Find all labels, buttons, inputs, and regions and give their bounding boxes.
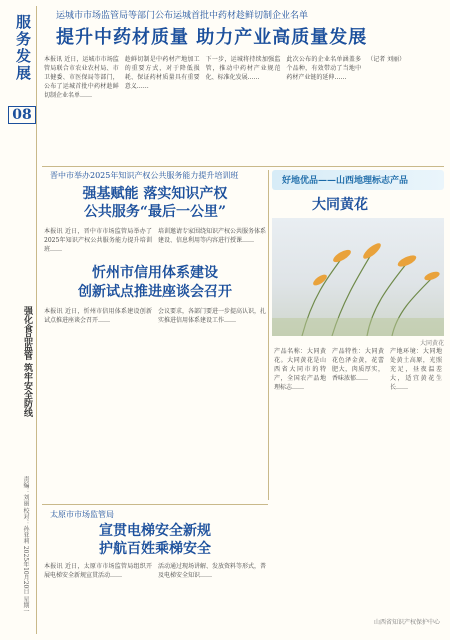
sidebar [6, 6, 37, 634]
sub-article-headline [42, 264, 268, 300]
daylily-illustration [272, 218, 444, 336]
headline-line: 强基赋能 落实知识产权 [82, 186, 228, 202]
article-ip-service [42, 170, 269, 500]
article-herb-processing [42, 8, 444, 167]
sub-article-columns [42, 307, 268, 325]
article-columns [42, 55, 444, 100]
photo-caption: 大同黄花 [419, 340, 444, 347]
article-kicker: 太原市市场监管局 [50, 510, 114, 519]
article-headline: 提升中药材质量 助力产业高质量发展 [56, 27, 368, 48]
article-source: 山西省知识产权保护中心 [373, 619, 440, 626]
article-column: 培训邀请专家围绕知识产权公共服务体系建设、信息利用等内容进行授课…… [158, 228, 267, 245]
headline-line: 护航百姓乘梯安全 [99, 541, 211, 558]
article-column: 产品名称：大同黄花。大同黄花是山西省大同市的特产，全国农产品地理标志…… [274, 348, 326, 391]
article-column: 本报讯 近日，太原市市场监管局组织开展电梯安全新规宣贯活动…… [44, 563, 152, 580]
article-elevator-safety [42, 504, 268, 635]
article-columns [42, 562, 268, 580]
headline-line: 忻州市信用体系建设 [92, 265, 218, 282]
article-kicker: 晋中市举办2025年知识产权公共服务能力提升培训班 [50, 171, 239, 180]
banner-title: 好地优品——山西地理标志产品 [282, 176, 409, 186]
article-column: 趁鲜切制是中药材产地加工的重要方式，对于降低损耗、保证药材质量具有重要意义…… [124, 56, 200, 90]
article-column: 本报讯 近日，运城市市场监管局联合市农业农村局、市卫健委、市医保局等部门，公布了运城首批中药材趁鲜切制企业名单…… [44, 56, 119, 99]
article-column: 活动通过现场讲解、发放资料等形式，普及电梯安全知识…… [158, 563, 267, 580]
article-column: 此次公布的企业名单涵盖多个品种，有效带动了当地中药材产业链的延伸…… [286, 56, 362, 81]
article-column: 本报讯 近日，忻州市信用体系建设创新试点推进座谈会召开…… [44, 307, 152, 324]
headline-line: 宣贯电梯安全新规 [99, 523, 211, 539]
article-kicker: 运城市市场监管局等部门公布运城首批中药材趁鲜切制企业名单 [56, 11, 309, 21]
article-column: （记者 刘丽） [367, 56, 406, 63]
article-headline: 大同黄花 [312, 197, 368, 213]
article-headline [42, 185, 268, 221]
section-title: 服务发展 [14, 14, 32, 82]
article-column: 产地环境：大同地处黄土高原，光照充足，昼夜温差大，适宜黄花生长…… [390, 348, 442, 391]
article-column: 会议要求，各部门要进一步提高认识，扎实推进信用体系建设工作…… [158, 307, 267, 324]
edition-footer: 责编：刘丽 校对：孙亚莉 2025年10月20日 星期一 [22, 476, 29, 615]
headline-line: 公共服务“最后一公里” [83, 204, 227, 221]
article-column: 产品特性：大同黄花色泽金黄，花蕾肥大，肉质厚实，香味浓郁…… [332, 348, 384, 382]
headline-line: 创新试点推进座谈会召开 [78, 283, 232, 300]
article-column: 本报讯 近日，晋中市市场监管局举办了2025年知识产权公共服务能力提升培训班…… [44, 228, 152, 254]
daylily-photo [272, 218, 444, 336]
article-columns [272, 347, 444, 392]
page-number: 08 [8, 106, 36, 124]
sidebar-slogan: 强化食品监管 筑牢安全防线 [22, 306, 32, 418]
article-columns [42, 227, 268, 254]
article-datong-daylily [272, 170, 444, 630]
article-headline [42, 522, 268, 558]
feature-banner [272, 170, 444, 190]
article-column: 下一步，运城将持续加强监管，推动中药材产业规范化、标准化发展…… [205, 56, 281, 81]
